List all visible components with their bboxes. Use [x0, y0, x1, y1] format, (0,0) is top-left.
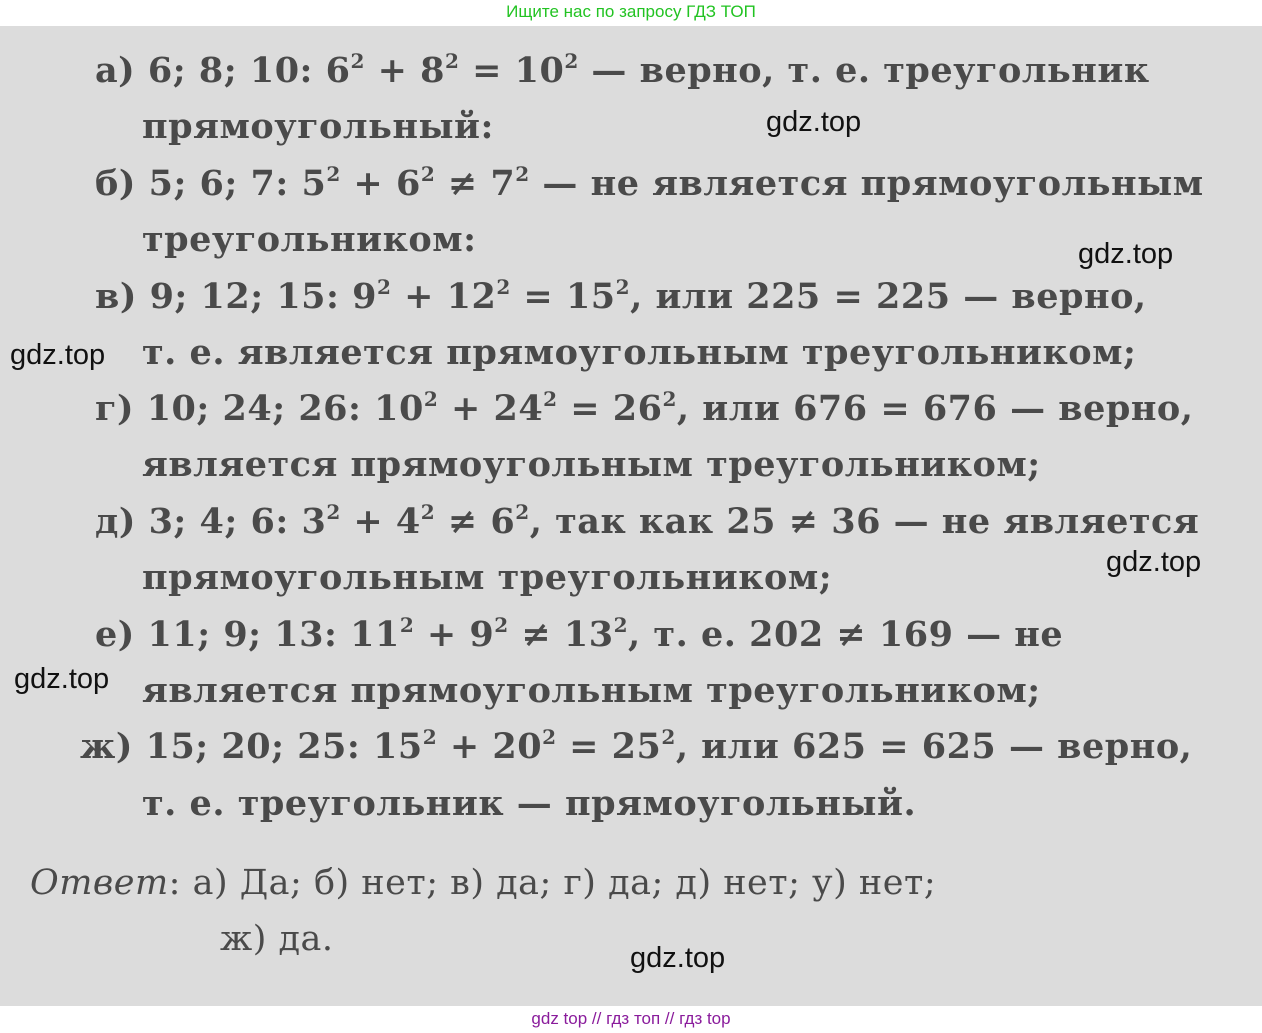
exponent: 2 [326, 162, 341, 186]
answer-text: : а) Да; б) нет; в) да; г) да; д) нет; у) нет; [168, 863, 937, 903]
watermark: gdz.top [766, 106, 862, 138]
exponent: 2 [515, 162, 530, 186]
solution-line-v-cont: т. е. является прямоугольным треугольником; [142, 332, 1137, 373]
solution-line-zh [80, 726, 1192, 767]
exponent: 2 [326, 500, 341, 524]
exponent: 2 [613, 613, 629, 637]
solution-e-part1: + 9 [414, 614, 495, 655]
solution-g-part1: + 24 [438, 388, 544, 429]
exponent: 2 [496, 275, 511, 299]
exponent: 2 [399, 613, 415, 637]
solution-b-suffix: — не является прямоугольным [529, 163, 1204, 204]
solution-a-prefix: а) 6; 8; 10: 6 [95, 50, 351, 91]
solution-e-prefix: е) 11; 9; 13: 11 [95, 614, 400, 655]
solution-a-part2: = 10 [459, 50, 565, 91]
solution-v-part2: = 15 [510, 276, 616, 317]
solution-a-suffix: — верно, т. е. треугольник [578, 50, 1150, 91]
answer-line [30, 863, 936, 903]
exponent: 2 [564, 49, 579, 73]
answer-line-cont: ж) да. [220, 919, 334, 959]
solution-line-g-cont: является прямоугольным треугольником; [142, 444, 1041, 485]
solution-d-part1: + 4 [340, 501, 421, 542]
solution-d-prefix: д) 3; 4; 6: 3 [95, 501, 327, 542]
watermark: gdz.top [10, 339, 106, 371]
exponent: 2 [350, 49, 365, 73]
solution-line-d [95, 501, 1199, 542]
solution-zh-part1: + 20 [437, 726, 543, 767]
exponent: 2 [422, 725, 438, 749]
solution-line-b [95, 163, 1204, 204]
watermark: gdz.top [1106, 546, 1202, 578]
exponent: 2 [543, 387, 558, 411]
scanned-textbook-page [0, 26, 1262, 1006]
solution-d-suffix: , так как 25 ≠ 36 — не является [529, 501, 1200, 542]
exponent: 2 [377, 275, 392, 299]
footer-links: gdz top // гдз топ // гдз top [531, 1009, 731, 1028]
solution-a-part1: + 8 [364, 50, 445, 91]
solution-line-v [95, 276, 1147, 317]
exponent: 2 [445, 49, 460, 73]
watermark: gdz.top [14, 663, 110, 695]
solution-zh-prefix: ж) 15; 20; 25: 15 [80, 726, 423, 767]
bleed-through-texture [720, 106, 725, 136]
solution-e-suffix: , т. е. 202 ≠ 169 — не [628, 614, 1064, 655]
solution-line-a-cont: прямоугольный: [142, 106, 494, 147]
solution-line-g [95, 388, 1193, 429]
solution-v-part1: + 12 [391, 276, 497, 317]
solution-e-part2: ≠ 13 [508, 614, 614, 655]
solution-line-e-cont: является прямоугольным треугольником; [142, 670, 1041, 711]
solution-d-part2: ≠ 6 [435, 501, 516, 542]
solution-zh-part2: = 25 [556, 726, 662, 767]
solution-line-b-cont: треугольником: [142, 219, 477, 260]
answer-label: Ответ [30, 863, 169, 903]
solution-line-e [95, 614, 1063, 655]
solution-line-zh-cont: т. е. треугольник — прямоугольный. [142, 783, 917, 824]
solution-b-prefix: б) 5; 6; 7: 5 [95, 163, 327, 204]
exponent: 2 [420, 500, 436, 524]
solution-line-a [95, 50, 1150, 91]
solution-v-suffix: , или 225 = 225 — верно, [630, 276, 1147, 317]
exponent: 2 [423, 387, 439, 411]
watermark: gdz.top [630, 942, 726, 974]
watermark: gdz.top [1078, 238, 1174, 270]
exponent: 2 [494, 613, 509, 637]
exponent: 2 [420, 162, 436, 186]
exponent: 2 [661, 725, 676, 749]
exponent: 2 [662, 387, 677, 411]
exponent: 2 [515, 500, 530, 524]
solution-line-d-cont: прямоугольным треугольником; [142, 557, 833, 598]
search-hint-banner: Ищите нас по запросу ГДЗ ТОП [506, 2, 756, 21]
solution-b-part2: ≠ 7 [435, 163, 516, 204]
exponent: 2 [542, 725, 557, 749]
exponent: 2 [615, 275, 631, 299]
solution-zh-suffix: , или 625 = 625 — верно, [675, 726, 1193, 767]
solution-v-prefix: в) 9; 12; 15: 9 [95, 276, 377, 317]
solution-g-suffix: , или 676 = 676 — верно, [676, 388, 1194, 429]
solution-g-part2: = 26 [557, 388, 663, 429]
solution-g-prefix: г) 10; 24; 26: 10 [95, 388, 424, 429]
solution-b-part1: + 6 [340, 163, 421, 204]
